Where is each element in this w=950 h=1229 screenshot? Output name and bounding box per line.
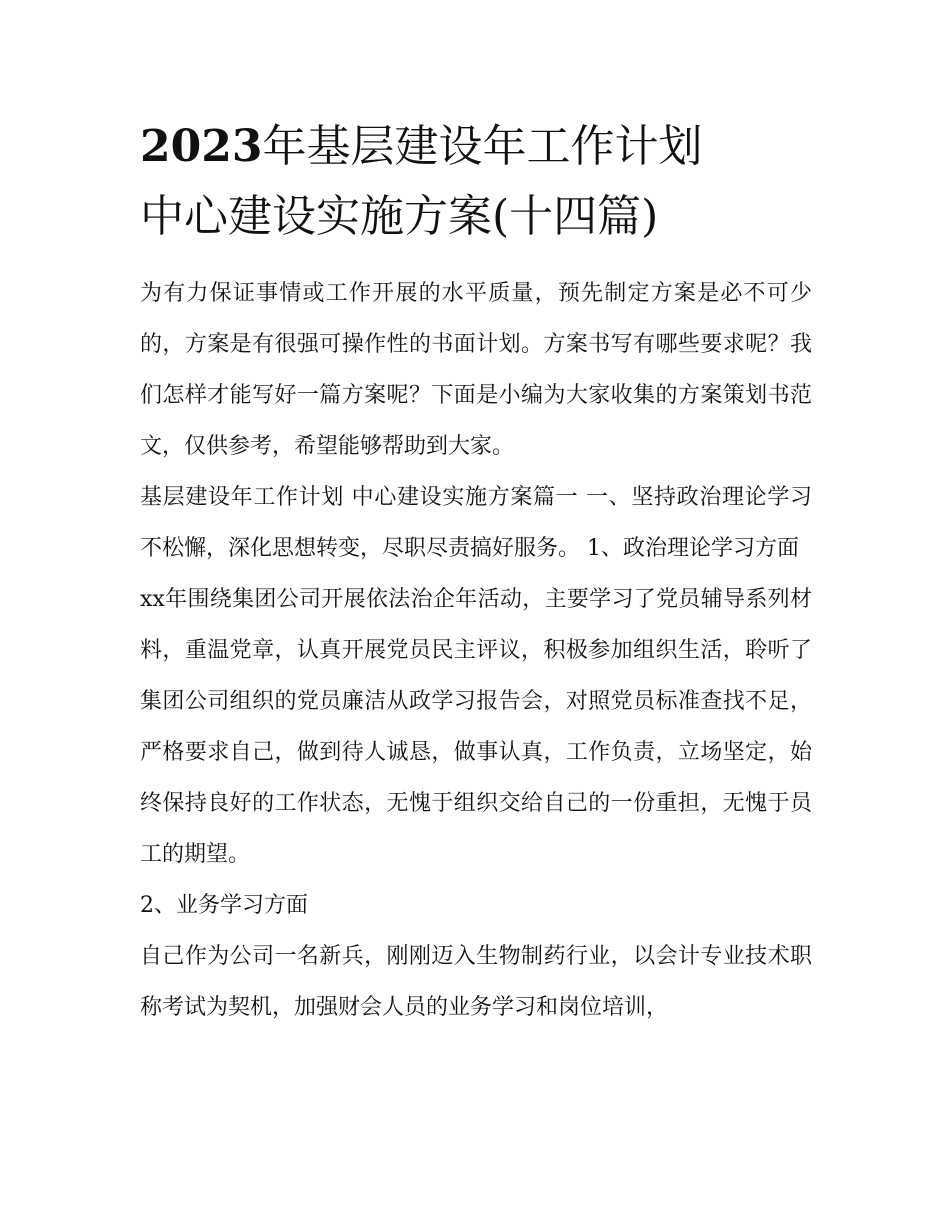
intro-paragraph: 为有力保证事情或工作开展的水平质量，预先制定方案是必不可少的，方案是有很强可操作性的书面计划。方案书写有哪些要求呢？我们怎样才能写好一篇方案呢？下面是小编为大家收集的方案策划书范文，仅供参考，希望能够帮助到大家。 bbox=[140, 281, 812, 459]
section-1-heading-paragraph: 基层建设年工作计划 中心建设实施方案篇一 一、坚持政治理论学习不松懈，深化思想转变，尽职尽责搞好服务。 1、政治理论学习方面 bbox=[140, 485, 812, 561]
title-line-2: 中心建设实施方案(十四篇) bbox=[140, 191, 659, 242]
document-body bbox=[140, 268, 812, 1033]
business-study-heading: 2、业务学习方面 bbox=[140, 893, 308, 918]
title-line-1-text: 年基层建设年工作计划 bbox=[262, 121, 703, 172]
political-study-paragraph: xx年围绕集团公司开展依法治企年活动，主要学习了党员辅导系列材料，重温党章，认真开展党员民主评议，积极参加组织生活，聆听了集团公司组织的党员廉洁从政学习报告会，对照党员标准查找不足，严格要求自己，做到待人诚恳，做事认真，工作负责，立场坚定，始终保持良好的工作状态，无愧于组织交给自己的一份重担，无愧于员工的期望。 bbox=[140, 587, 812, 867]
document-page bbox=[140, 112, 812, 1033]
document-title bbox=[140, 112, 812, 252]
title-year: 2023 bbox=[140, 121, 263, 172]
title-line-1 bbox=[140, 112, 812, 182]
business-study-paragraph: 自己作为公司一名新兵，刚刚迈入生物制药行业，以会计专业技术职称考试为契机，加强财会人员的业务学习和岗位培训， bbox=[140, 944, 812, 1020]
